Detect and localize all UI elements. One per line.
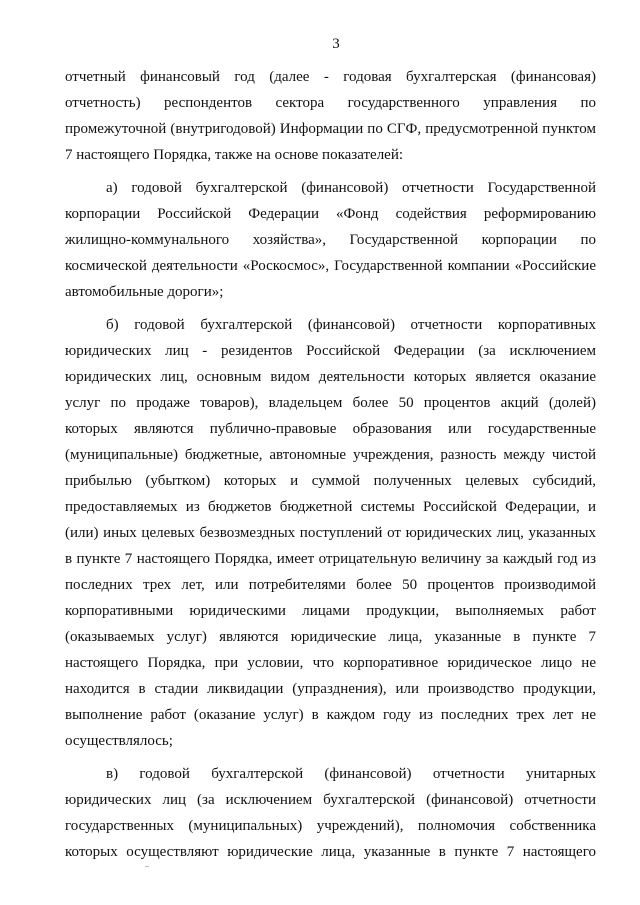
paragraph-intro — [65, 64, 596, 168]
text-line: корпорации Российской Федерации «Фонд содействия реформированию — [65, 206, 596, 222]
text-line: автомобильные дороги»; — [65, 284, 224, 300]
text-line: (или) иных целевых безвозмездных поступлений от юридических лиц, указанных — [65, 525, 596, 541]
document-body — [65, 64, 596, 865]
text-line: в пункте 7 настоящего Порядка, имеет отрицательную величину за каждый год из — [65, 551, 596, 567]
text-line: настоящего Порядка, при условии, что корпоративное юридическое лицо не — [65, 655, 596, 671]
paragraph-item-b — [65, 312, 596, 754]
text-line: отчетность) респондентов сектора государственного управления по — [65, 95, 596, 111]
text-line: в) годовой бухгалтерской (финансовой) отчетности унитарных — [106, 766, 596, 782]
page-number: 3 — [332, 36, 340, 52]
text-line: б) годовой бухгалтерской (финансовой) отчетности корпоративных — [106, 317, 596, 333]
text-line: предоставляемых из бюджетов бюджетной системы Российской Федерации, и — [65, 499, 596, 515]
text-line: жилищно-коммунального хозяйства», Государственной корпорации по — [65, 232, 596, 248]
text-line: услуг по продаже товаров), владельцем более 50 процентов акций (долей) — [65, 395, 596, 411]
text-line: осуществлялось; — [65, 733, 173, 749]
text-line: отчетный финансовый год (далее - годовая бухгалтерская (финансовая) — [65, 69, 596, 85]
text-line: промежуточной (внутригодовой) Информации по СГФ, предусмотренной пунктом — [65, 121, 596, 137]
text-line: прибылью (убытком) которых и суммой полученных целевых субсидий, — [65, 473, 596, 489]
text-line: 7 настоящего Порядка, также на основе показателей: — [65, 147, 404, 163]
text-line: юридических лиц - резидентов Российской Федерации (за исключением — [65, 343, 596, 359]
scan-speck — [145, 866, 149, 867]
text-line: государственных (муниципальных) учреждений), полномочия собственника — [65, 818, 596, 834]
text-line: а) годовой бухгалтерской (финансовой) отчетности Государственной — [106, 180, 596, 196]
text-line: последних трех лет, или потребителями более 50 процентов производимой — [65, 577, 596, 593]
text-line: космической деятельности «Роскосмос», Государственной компании «Российские — [65, 258, 596, 274]
text-line: корпоративными юридическими лицами продукции, выполняемых работ — [65, 603, 596, 619]
text-line: которых являются публично-правовые образования или государственные — [65, 421, 596, 437]
text-line: выполнение работ (оказание услуг) в каждом году из последних трех лет не — [65, 707, 596, 723]
text-line: (муниципальные) бюджетные, автономные учреждения, разность между чистой — [65, 447, 596, 463]
text-line: которых осуществляют юридические лица, указанные в пункте 7 настоящего — [65, 844, 596, 860]
text-line: юридических лиц (за исключением бухгалтерской (финансовой) отчетности — [65, 792, 596, 808]
text-line: юридических лиц, основным видом деятельности которых является оказание — [65, 369, 596, 385]
text-line: находится в стадии ликвидации (упразднения), или производство продукции, — [65, 681, 596, 697]
text-line: (оказываемых услуг) являются юридические лица, указанные в пункте 7 — [65, 629, 596, 645]
paragraph-item-a — [65, 175, 596, 305]
paragraph-item-c — [65, 761, 596, 865]
